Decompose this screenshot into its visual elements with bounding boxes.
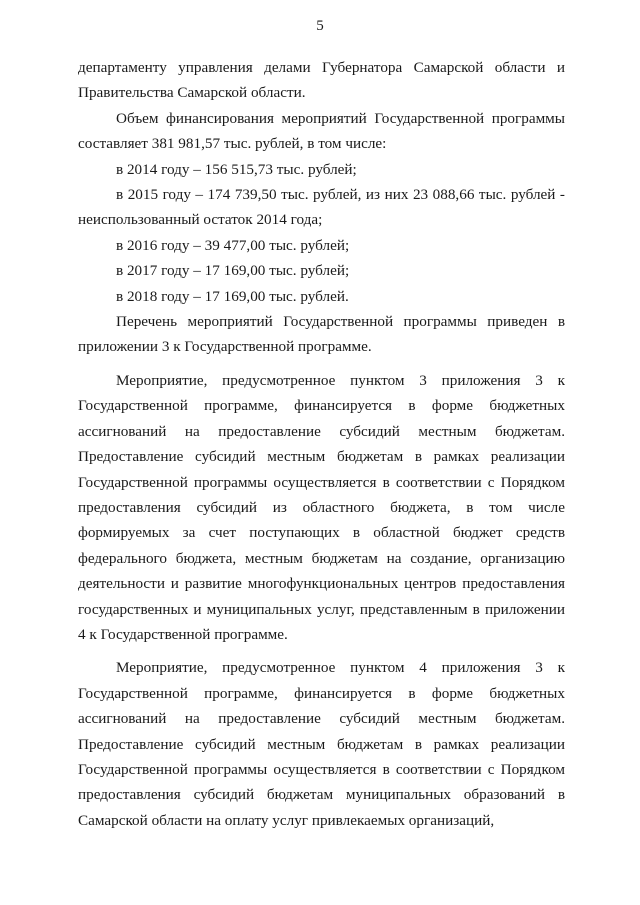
document-body <box>78 55 565 833</box>
funding-year-2014: в 2014 году – 156 515,73 тыс. рублей; <box>116 160 357 178</box>
paragraph-activity-4: Мероприятие, предусмотренное пунктом 4 приложения 3 к Государственной программе, финансируется в форме бюджетных ассигнований на предоставление субсидий местным бюджетам. Предоставление субсидий местным бюджетам в рамках реализации Государственной программы осуществляется в соответствии с Порядком предоставления субсидий бюджетам муниципальных образований в Самарской области на оплату услуг привлекаемых организаций, <box>78 659 565 829</box>
funding-year-2017: в 2017 году – 17 169,00 тыс. рублей; <box>116 262 350 280</box>
page-number: 5 <box>316 18 324 34</box>
paragraph-activities-list: Перечень мероприятий Государственной программы приведен в приложении 3 к Государственной программе. <box>78 313 565 356</box>
funding-year-2015: в 2015 году – 174 739,50 тыс. рублей, из них 23 088,66 тыс. рублей - неиспользованный остаток 2014 года; <box>78 186 565 229</box>
funding-year-2018: в 2018 году – 17 169,00 тыс. рублей. <box>116 287 349 305</box>
paragraph-activity-3: Мероприятие, предусмотренное пунктом 3 приложения 3 к Государственной программе, финансируется в форме бюджетных ассигнований на предоставление субсидий местным бюджетам. Предоставление субсидий местным бюджетам в рамках реализации Государственной программы осуществляется в соответствии с Порядком предоставления субсидий из областного бюджета, в том числе формируемых за счет поступающих в областной бюджет средств федерального бюджета, местным бюджетам на создание, организацию деятельности и развитие многофункциональных центров предоставления государственных и муниципальных услуг, представленным в приложении 4 к Государственной программе. <box>78 371 565 643</box>
paragraph-continuation: департаменту управления делами Губернатора Самарской области и Правительства Самарской области. <box>78 59 565 102</box>
paragraph-funding-total: Объем финансирования мероприятий Государственной программы составляет 381 981,57 тыс. рублей, в том числе: <box>78 109 565 153</box>
funding-year-2016: в 2016 году – 39 477,00 тыс. рублей; <box>116 236 350 254</box>
